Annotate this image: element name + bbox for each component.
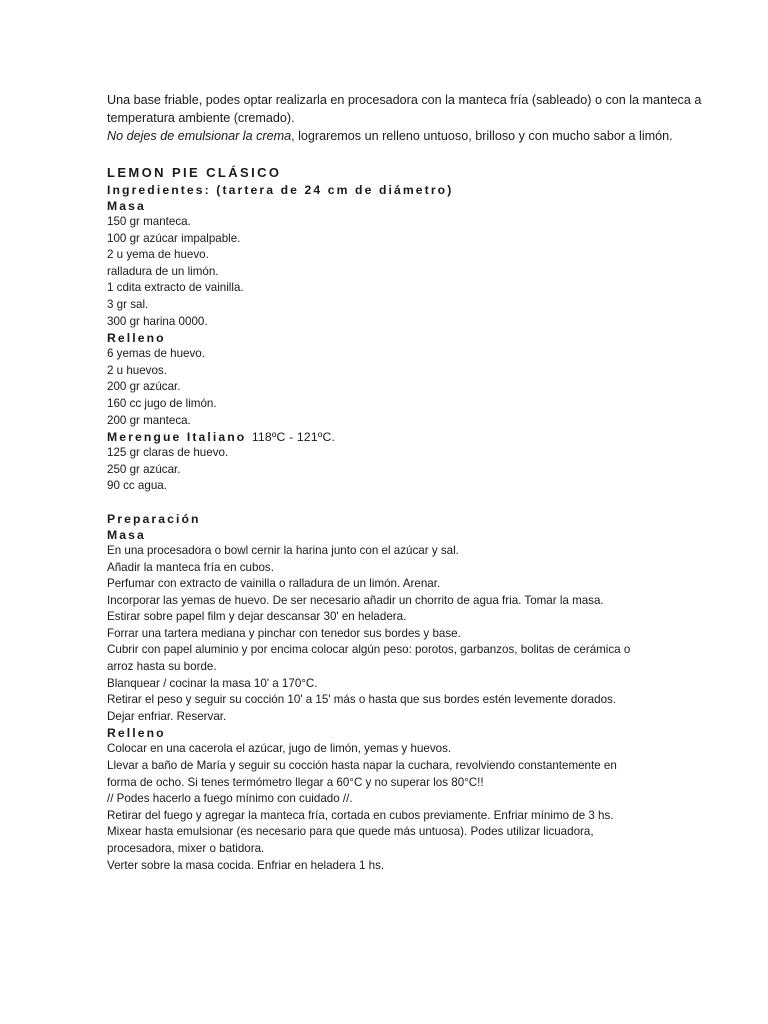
masa-heading: Masa [107, 199, 146, 213]
list-item: Forrar una tartera mediana y pinchar con tenedor sus bordes y base. [107, 626, 461, 640]
merengue-heading-label: Merengue Italiano [107, 430, 247, 445]
document-page [107, 91, 707, 874]
list-item: Perfumar con extracto de vainilla o ralladura de un limón. Arenar. [107, 577, 441, 591]
merengue-heading [107, 429, 707, 445]
masa-ingredient-list [107, 214, 707, 330]
relleno-ingredient-list [107, 346, 707, 429]
intro-section [107, 91, 707, 145]
list-item: Incorporar las yemas de huevo. De ser necesario añadir un chorrito de agua fria. Tomar la masa. [107, 593, 604, 607]
list-item: Añadir la manteca fría en cubos. [107, 560, 274, 574]
intro-note-rest: , lograremos un relleno untuoso, brilloso y con mucho sabor a limón. [291, 129, 673, 143]
list-item: En una procesadora o bowl cernir la harina junto con el azúcar y sal. [107, 543, 459, 557]
list-item: 250 gr azúcar. [107, 462, 181, 476]
list-item: 150 gr manteca. [107, 215, 191, 228]
list-item: procesadora, mixer o batidora. [107, 842, 265, 855]
preparacion-heading: Preparación [107, 511, 201, 526]
list-item: arroz hasta su borde. [107, 660, 217, 674]
merengue-ingredient-list [107, 445, 707, 495]
section-spacer [107, 495, 707, 511]
masa-steps-list [107, 543, 707, 726]
list-item: 200 gr azúcar. [107, 380, 181, 394]
list-item: Cubrir con papel aluminio y por encima colocar algún peso: porotos, garbanzos, bolitas de cerámica o [107, 643, 631, 657]
preparacion-relleno-heading: Relleno [107, 726, 166, 741]
relleno-steps-list [107, 741, 707, 874]
list-item: 200 gr manteca. [107, 413, 191, 427]
preparacion-masa-heading: Masa [107, 527, 146, 542]
list-item: 90 cc agua. [107, 479, 167, 493]
list-item: 125 gr claras de huevo. [107, 446, 229, 460]
list-item: forma de ocho. Si tenes termómetro llegar a 60°C y no superar los 80°C!! [107, 775, 484, 789]
intro-paragraph: Una base friable, podes optar realizarla en procesadora con la manteca fría (sableado) o con la manteca a temperatura ambiente (cremado). [107, 93, 702, 125]
intro-note-italic: No dejes de emulsionar la crema [107, 129, 292, 143]
ingredients-heading: Ingredientes: (tartera de 24 cm de diámetro) [107, 183, 454, 197]
relleno-heading: Relleno [107, 331, 166, 346]
list-item: 1 cdita extracto de vainilla. [107, 281, 244, 295]
list-item: 160 cc jugo de limón. [107, 396, 217, 410]
list-item: 2 u huevos. [107, 363, 167, 377]
list-item: Blanquear / cocinar la masa 10' a 170°C. [107, 676, 318, 690]
list-item: Llevar a baño de María y seguir su cocción hasta napar la cuchara, revolviendo constantemente en [107, 759, 617, 773]
list-item: Dejar enfriar. Reservar. [107, 709, 227, 723]
list-item: 300 gr harina 0000. [107, 314, 208, 328]
list-item: 2 u yema de huevo. [107, 248, 209, 262]
list-item: 6 yemas de huevo. [107, 347, 205, 361]
list-item: // Podes hacerlo a fuego mínimo con cuidado //. [107, 792, 353, 806]
recipe-title: LEMON PIE CLÁSICO [107, 165, 282, 180]
merengue-temperature: 118ºC - 121ºC. [251, 430, 336, 445]
intro-note [107, 127, 707, 145]
list-item: ralladura de un limón. [107, 264, 219, 278]
list-item: Mixear hasta emulsionar (es necesario para que quede más untuosa). Podes utilizar licuadora, [107, 825, 594, 839]
list-item: Colocar en una cacerola el azúcar, jugo de limón, yemas y huevos. [107, 742, 452, 756]
list-item: Verter sobre la masa cocida. Enfriar en heladera 1 hs. [107, 858, 385, 872]
list-item: Estirar sobre papel film y dejar descansar 30' en heladera. [107, 610, 407, 624]
list-item: Retirar del fuego y agregar la manteca fría, cortada en cubos previamente. Enfriar mínimo de 3 hs. [107, 808, 614, 822]
list-item: 100 gr azúcar impalpable. [107, 231, 241, 245]
list-item: Retirar el peso y seguir su cocción 10' a 15' más o hasta que sus bordes estén levemente dorados. [107, 693, 617, 707]
list-item: 3 gr sal. [107, 297, 149, 311]
